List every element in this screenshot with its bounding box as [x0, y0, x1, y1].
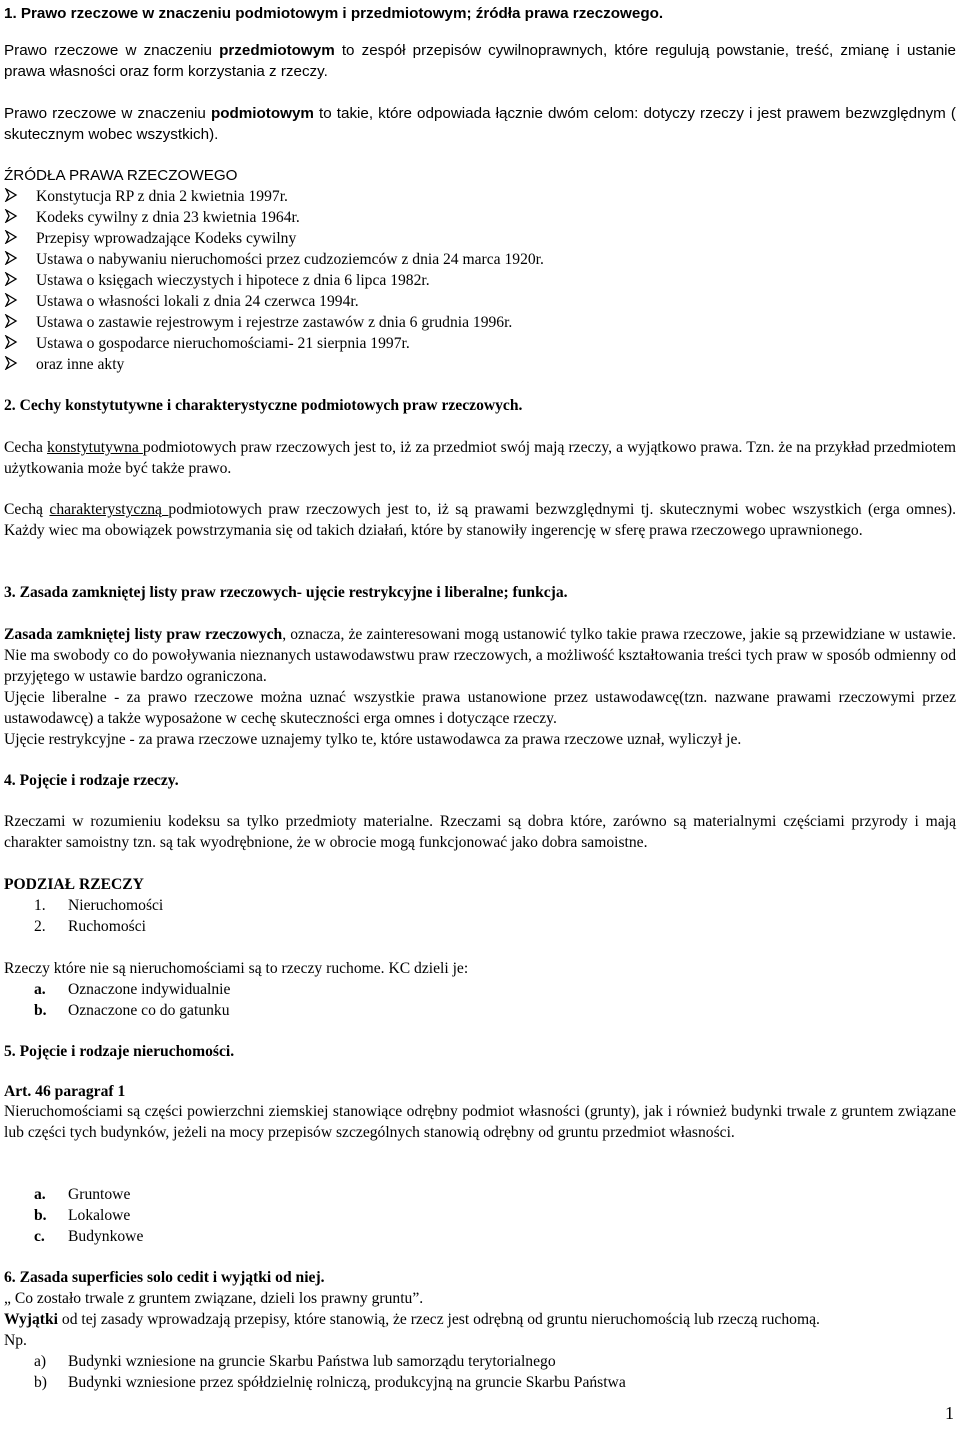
list-item [4, 979, 956, 1000]
section-4-paragraph-1: Rzeczami w rozumieniu kodeksu sa tylko przedmioty materialne. Rzeczami są dobra które, zarówno są materialnymi częściami przyrody i mają charakter samoistny tzn. są tak wyodrębnione, że w obrocie mogą funkcjonować jako dobra samoistne. [4, 813, 956, 851]
arrow-bullet-icon [4, 314, 18, 328]
text-span: Cechą [4, 501, 50, 518]
section-6-paragraph-1 [4, 1309, 956, 1330]
list-letter: a. [34, 981, 46, 998]
list-item [4, 1351, 956, 1372]
list-letter: c. [34, 1228, 45, 1245]
list-item-text: oraz inne akty [36, 356, 125, 373]
arrow-bullet-icon [4, 188, 18, 202]
list-item-text: Ustawa o własności lokali z dnia 24 czerwca 1994r. [36, 293, 359, 310]
list-item-text: Ustawa o zastawie rejestrowym i rejestrze zastawów z dnia 6 grudnia 1996r. [36, 314, 513, 331]
sources-heading: ŹRÓDŁA PRAWA RZECZOWEGO [4, 167, 238, 184]
section-3-title: 3. Zasada zamkniętej listy praw rzeczowych- ujęcie restrykcyjne i liberalne; funkcja. [4, 584, 568, 601]
list-item-text: Ustawa o księgach wieczystych i hipotece z dnia 6 lipca 1982r. [36, 272, 430, 289]
arrow-bullet-icon [4, 230, 18, 244]
text-span: podmiotowych praw rzeczowych jest to, iż za przedmiot swój mają rzeczy, a wyjątkowo prawa. Tzn. że na przykład przedmiotem użytkowania może być także prawo. [4, 439, 956, 477]
maxim-quote: „ Co zostało trwale z gruntem związane, dzieli los prawny gruntu”. [4, 1290, 424, 1307]
list-item-text: Budynki wzniesione na gruncie Skarbu Państwa lub samorządu terytorialnego [68, 1353, 556, 1370]
bold-term: podmiotowym [210, 105, 314, 122]
list-item [4, 895, 956, 916]
section-4-paragraph-2: Rzeczy które nie są nieruchomościami są to rzeczy ruchome. KC dzieli je: [4, 960, 469, 977]
list-item-text: Ustawa o gospodarce nieruchomościami- 21 sierpnia 1997r. [36, 335, 410, 352]
list-item-text: Ruchomości [68, 918, 146, 935]
list-number: 2. [34, 918, 46, 935]
text-span: to zespół przepisów cywilnoprawnych, które regulują powstanie, treść, zmianę i ustanie prawa własności oraz form korzystania z rzeczy. [4, 42, 956, 80]
list-item [4, 916, 956, 937]
list-item [4, 312, 956, 333]
page-number: 1 [945, 1403, 954, 1423]
article-reference: Art. 46 paragraf 1 [4, 1083, 126, 1100]
list-item-text: Budynkowe [68, 1228, 144, 1245]
bold-term: Zasada zamkniętej listy praw rzeczowych [4, 626, 283, 643]
list-item [4, 207, 956, 228]
section-2-paragraph-2 [4, 499, 956, 541]
section-5-title: 5. Pojęcie i rodzaje nieruchomości. [4, 1043, 235, 1060]
list-item [4, 228, 956, 249]
list-item [4, 1184, 956, 1205]
list-letter: a) [34, 1353, 47, 1370]
text-span: podmiotowych praw rzeczowych jest to, iż są prawami bezwzględnymi tj. skutecznymi wobec wszystkich (erga omnes). Każdy wiec ma obowiązek powstrzymania się od takich działań, które by stanowiły ingerencję w sferę prawa rzeczowego uprawnionego. [4, 501, 956, 539]
list-letter: b. [34, 1207, 47, 1224]
text-span: Prawo rzeczowe w znaczeniu [4, 42, 220, 59]
list-item [4, 1226, 956, 1247]
section-3-paragraph-3: Ujęcie restrykcyjne - za prawa rzeczowe uznajemy tylko te, które ustawodawca za prawa rzeczowe uznał, wyliczył je. [4, 731, 742, 748]
bold-term: Wyjątki [4, 1311, 58, 1328]
section-5-paragraph-1: Nieruchomościami są części powierzchni ziemskiej stanowiące odrębny podmiot własności (grunty), jak i również budynki trwale z gruntem związane lub części tych budynków, jeżeli na mocy przepisów szczególnych stanowią odrębny od gruntu przedmiot własności. [4, 1103, 956, 1141]
text-span: to takie, które odpowiada łącznie dwóm celom: dotyczy rzeczy i jest prawem bezwzględnym ( skutecznym wobec wszystkich). [4, 105, 956, 143]
list-item [4, 291, 956, 312]
arrow-bullet-icon [4, 209, 18, 223]
arrow-bullet-icon [4, 251, 18, 265]
section-1-paragraph-1 [4, 40, 956, 82]
list-item-text: Przepisy wprowadzające Kodeks cywilny [36, 230, 297, 247]
list-item-text: Ustawa o nabywaniu nieruchomości przez cudzoziemców z dnia 24 marca 1920r. [36, 251, 544, 268]
division-heading: PODZIAŁ RZECZY [4, 876, 144, 893]
list-letter: b) [34, 1374, 47, 1391]
arrow-bullet-icon [4, 293, 18, 307]
list-item [4, 1372, 956, 1393]
arrow-bullet-icon [4, 356, 18, 370]
underlined-term: konstytutywna [47, 439, 143, 456]
section-3-paragraph-2: Ujęcie liberalne - za prawo rzeczowe można uznać wszystkie prawa ustanowione przez ustawodawcę(tzn. nazwane prawami rzeczowymi przez ustawodawcę) a także wyposażone w cechę skuteczności erga omnes i dotyczące rzeczy. [4, 689, 956, 727]
list-item-text: Konstytucja RP z dnia 2 kwietnia 1997r. [36, 188, 288, 205]
list-item [4, 1205, 956, 1226]
list-number: 1. [34, 897, 46, 914]
list-item-text: Oznaczone indywidualnie [68, 981, 231, 998]
list-item [4, 186, 956, 207]
movables-list [4, 979, 956, 1021]
division-list [4, 895, 956, 937]
section-2-title: 2. Cechy konstytutywne i charakterystyczne podmiotowych praw rzeczowych. [4, 397, 523, 414]
section-4-title: 4. Pojęcie i rodzaje rzeczy. [4, 772, 179, 789]
list-letter: a. [34, 1186, 46, 1203]
list-item [4, 354, 956, 375]
list-item-text: Budynki wzniesione przez spółdzielnię rolniczą, produkcyjną na gruncie Skarbu Państwa [68, 1374, 626, 1391]
examples-list [4, 1351, 956, 1393]
text-span: Prawo rzeczowe w znaczeniu [4, 105, 211, 122]
arrow-bullet-icon [4, 272, 18, 286]
text-span: , oznacza, że zainteresowani mogą ustanowić tylko takie prawa rzeczowe, jakie są przewidziane w ustawie. Nie ma swobody co do powoływania nieznanych ustawodawstwu praw rzeczowych, a możliwość kształtowania treści tych praw w sposób odmienny od przyjętego w ustawie bardzo ograniczona. [4, 626, 956, 685]
list-item [4, 249, 956, 270]
bold-term: przedmiotowym [219, 42, 335, 59]
example-label: Np. [4, 1332, 27, 1349]
sources-list [4, 186, 956, 375]
list-item-text: Nieruchomości [68, 897, 164, 914]
section-3-paragraph-1 [4, 624, 956, 687]
list-item-text: Lokalowe [68, 1207, 131, 1224]
section-6-title: 6. Zasada superficies solo cedit i wyjątki od niej. [4, 1269, 325, 1286]
section-2-paragraph-1 [4, 437, 956, 479]
section-1-title: 1. Prawo rzeczowe w znaczeniu podmiotowym i przedmiotowym; źródła prawa rzeczowego. [4, 5, 664, 22]
list-item [4, 1000, 956, 1021]
property-types-list [4, 1184, 956, 1247]
list-item-text: Oznaczone co do gatunku [68, 1002, 230, 1019]
list-item [4, 270, 956, 291]
list-item [4, 333, 956, 354]
text-span: Cecha [4, 439, 48, 456]
text-span: od tej zasady wprowadzają przepisy, które stanowią, że rzecz jest odrębną od gruntu nieruchomością lub rzeczą ruchomą. [58, 1311, 820, 1328]
list-item-text: Gruntowe [68, 1186, 131, 1203]
section-1-paragraph-2 [4, 103, 956, 145]
list-letter: b. [34, 1002, 47, 1019]
underlined-term: charakterystyczną [49, 501, 169, 518]
arrow-bullet-icon [4, 335, 18, 349]
list-item-text: Kodeks cywilny z dnia 23 kwietnia 1964r. [36, 209, 300, 226]
